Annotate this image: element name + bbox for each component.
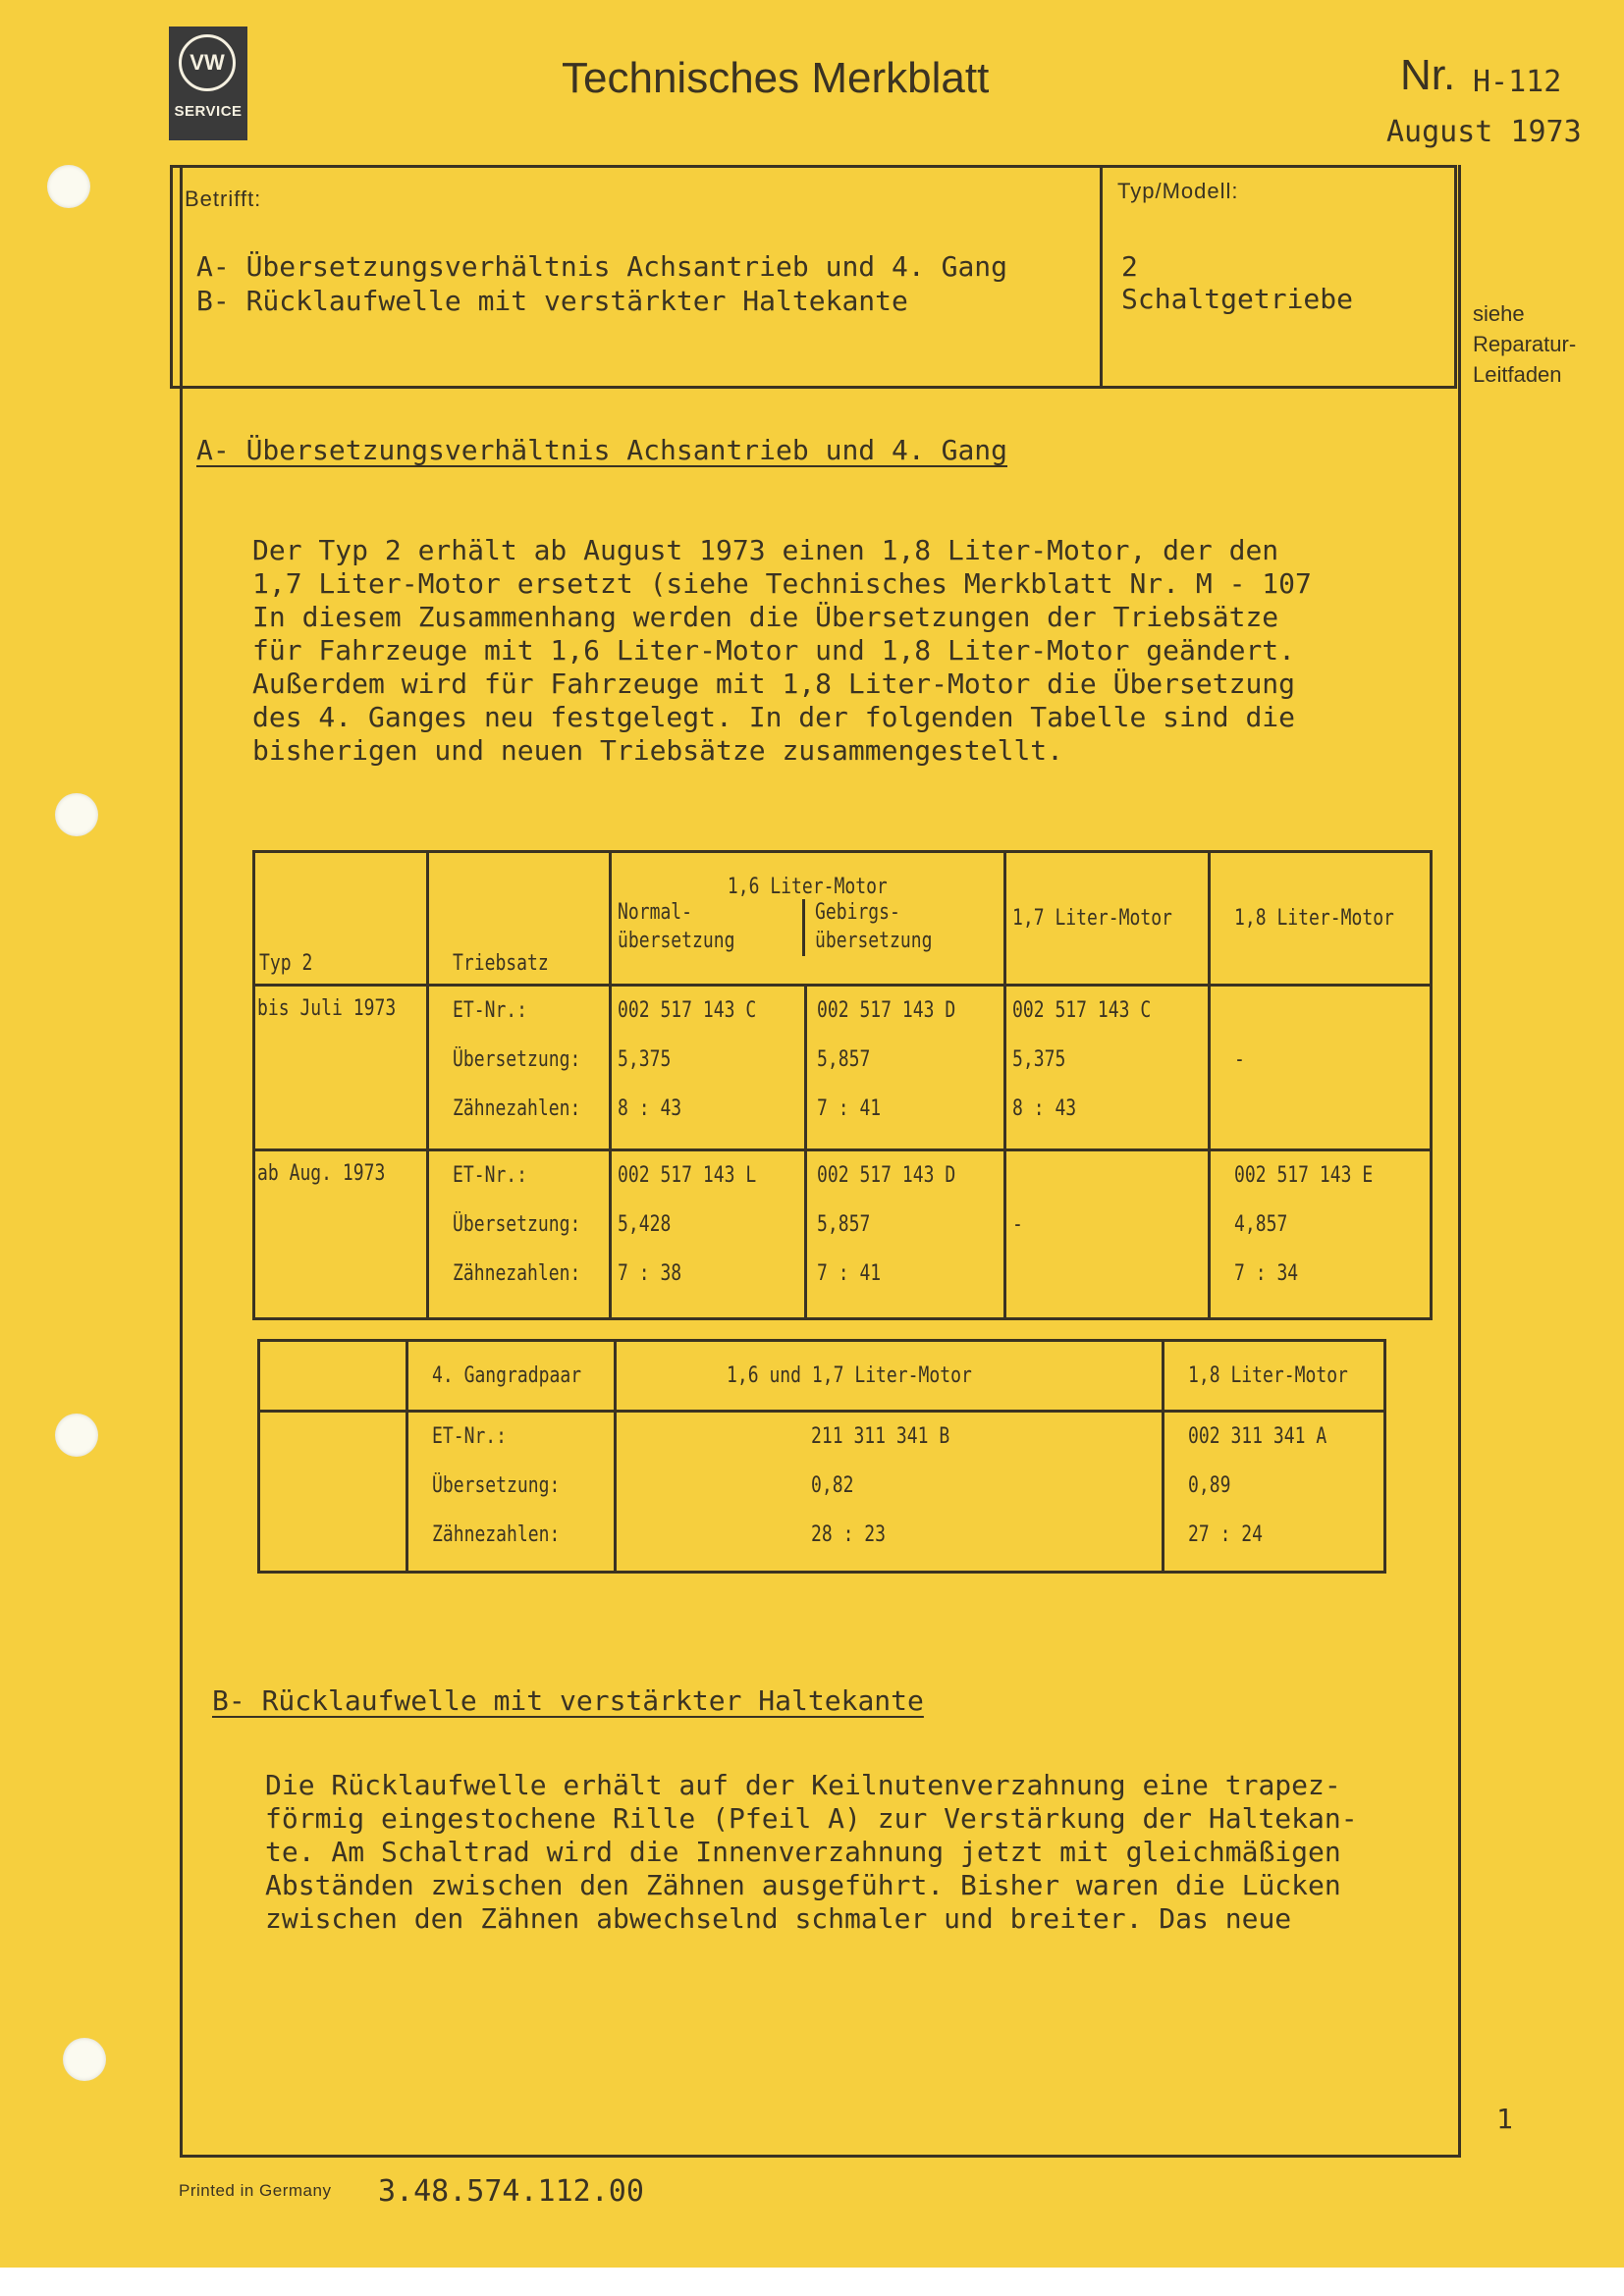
paragraph-line: In diesem Zusammenhang werden die Übersetzungen der Triebsätze xyxy=(252,601,1279,633)
paragraph-line: Außerdem wird für Fahrzeuge mit 1,8 Liter-Motor die Übersetzung xyxy=(252,667,1296,700)
cell-18: 002 311 341 A 0,89 27 : 24 xyxy=(1164,1412,1385,1573)
logo-label: SERVICE xyxy=(174,103,243,120)
side-note-line: Reparatur- xyxy=(1473,332,1577,356)
header-empty xyxy=(259,1341,407,1412)
cell-labels: ET-Nr.: Übersetzung: Zähnezahlen: xyxy=(428,1150,611,1319)
paragraph-line: Die Rücklaufwelle erhält auf der Keilnutenverzahnung eine trapez- xyxy=(265,1769,1341,1801)
paragraph-line: te. Am Schaltrad wird die Innenverzahnung jetzt mit gleichmäßigen xyxy=(265,1836,1341,1868)
document-date: August 1973 xyxy=(1386,115,1582,149)
printed-in-germany: Printed in Germany xyxy=(179,2181,332,2200)
cell-17: - xyxy=(1005,1150,1210,1319)
cell-period: ab Aug. 1973 xyxy=(254,1150,428,1319)
side-note xyxy=(1473,298,1576,390)
header-18-motor: 1,8 Liter-Motor xyxy=(1164,1341,1385,1412)
table-header-row xyxy=(254,852,1432,986)
page-title: Technisches Merkblatt xyxy=(562,54,990,102)
paragraph-line: bisherigen und neuen Triebsätze zusammengestellt. xyxy=(252,734,1064,767)
cell-labels: ET-Nr.: Übersetzung: Zähnezahlen: xyxy=(406,1412,615,1573)
print-code: 3.48.574.112.00 xyxy=(378,2174,644,2209)
cell-normal: 002 517 143 C 5,375 8 : 43 xyxy=(611,986,806,1150)
header-18-motor: 1,8 Liter-Motor xyxy=(1209,852,1431,986)
cell-gebirgs: 002 517 143 D 5,857 7 : 41 xyxy=(806,1150,1005,1319)
cell-1617: 211 311 341 B 0,82 28 : 23 xyxy=(616,1412,1164,1573)
punch-hole xyxy=(47,165,90,208)
section-b-paragraph xyxy=(265,1769,1358,1936)
punch-hole xyxy=(55,1414,98,1457)
table-row xyxy=(254,986,1432,1150)
side-note-line: siehe xyxy=(1473,301,1525,326)
subject-divider xyxy=(1100,165,1103,389)
section-a-paragraph xyxy=(252,534,1312,768)
side-note-line: Leitfaden xyxy=(1473,362,1562,387)
cell-empty xyxy=(259,1412,407,1573)
cell-period: bis Juli 1973 xyxy=(254,986,428,1150)
paragraph-line: für Fahrzeuge mit 1,6 Liter-Motor und 1,8 Liter-Motor geändert. xyxy=(252,634,1296,667)
document-number: H-112 xyxy=(1473,65,1562,99)
modell-value: Schaltgetriebe xyxy=(1121,283,1354,315)
cell-normal: 002 517 143 L 5,428 7 : 38 xyxy=(611,1150,806,1319)
cell-18: 002 517 143 E 4,857 7 : 34 xyxy=(1209,1150,1431,1319)
fourth-gear-table xyxy=(257,1339,1386,1574)
subject-line-b: B- Rücklaufwelle mit verstärkter Haltekante xyxy=(196,285,908,317)
header-1617-motor: 1,6 und 1,7 Liter-Motor xyxy=(616,1341,1164,1412)
page-number: 1 xyxy=(1496,2103,1513,2135)
paragraph-line: 1,7 Liter-Motor ersetzt (siehe Technisches Merkblatt Nr. M - 107 xyxy=(252,567,1312,600)
header-gangradpaar: 4. Gangradpaar xyxy=(406,1341,615,1412)
section-b-heading: B- Rücklaufwelle mit verstärkter Haltekante xyxy=(212,1684,924,1717)
paragraph-line: Der Typ 2 erhält ab August 1973 einen 1,8 Liter-Motor, der den xyxy=(252,534,1279,566)
betrifft-label: Betrifft: xyxy=(185,187,262,211)
subject-line-a: A- Übersetzungsverhältnis Achsantrieb und 4. Gang xyxy=(196,250,1008,283)
typ-value: 2 xyxy=(1121,250,1138,283)
section-a-heading: A- Übersetzungsverhältnis Achsantrieb und 4. Gang xyxy=(196,434,1008,466)
table-header-row xyxy=(259,1341,1385,1412)
header-triebsatz: Triebsatz xyxy=(428,852,611,986)
paragraph-line: Abständen zwischen den Zähnen ausgeführt. Bisher waren die Lücken xyxy=(265,1869,1341,1901)
header-17-motor: 1,7 Liter-Motor xyxy=(1005,852,1210,986)
vw-logo-icon: VW xyxy=(179,34,236,91)
punch-hole xyxy=(63,2038,106,2081)
cell-labels: ET-Nr.: Übersetzung: Zähnezahlen: xyxy=(428,986,611,1150)
paragraph-line: zwischen den Zähnen abwechselnd schmaler und breiter. Das neue xyxy=(265,1902,1292,1935)
gear-ratio-table xyxy=(252,850,1433,1320)
table-row xyxy=(254,1150,1432,1319)
typ-modell-label: Typ/Modell: xyxy=(1117,179,1239,203)
punch-hole xyxy=(55,793,98,836)
vw-service-logo xyxy=(169,27,247,140)
header-16-motor: 1,6 Liter-Motor Normal- übersetzung Gebirgs- übersetzung xyxy=(611,852,1005,986)
table-row xyxy=(259,1412,1385,1573)
paragraph-line: des 4. Ganges neu festgelegt. In der folgenden Tabelle sind die xyxy=(252,701,1296,733)
cell-17: 002 517 143 C 5,375 8 : 43 xyxy=(1005,986,1210,1150)
cell-18: - xyxy=(1209,986,1431,1150)
paragraph-line: förmig eingestochene Rille (Pfeil A) zur Verstärkung der Haltekan- xyxy=(265,1802,1358,1835)
number-label: Nr. xyxy=(1400,51,1456,99)
header-typ: Typ 2 xyxy=(254,852,428,986)
cell-gebirgs: 002 517 143 D 5,857 7 : 41 xyxy=(806,986,1005,1150)
